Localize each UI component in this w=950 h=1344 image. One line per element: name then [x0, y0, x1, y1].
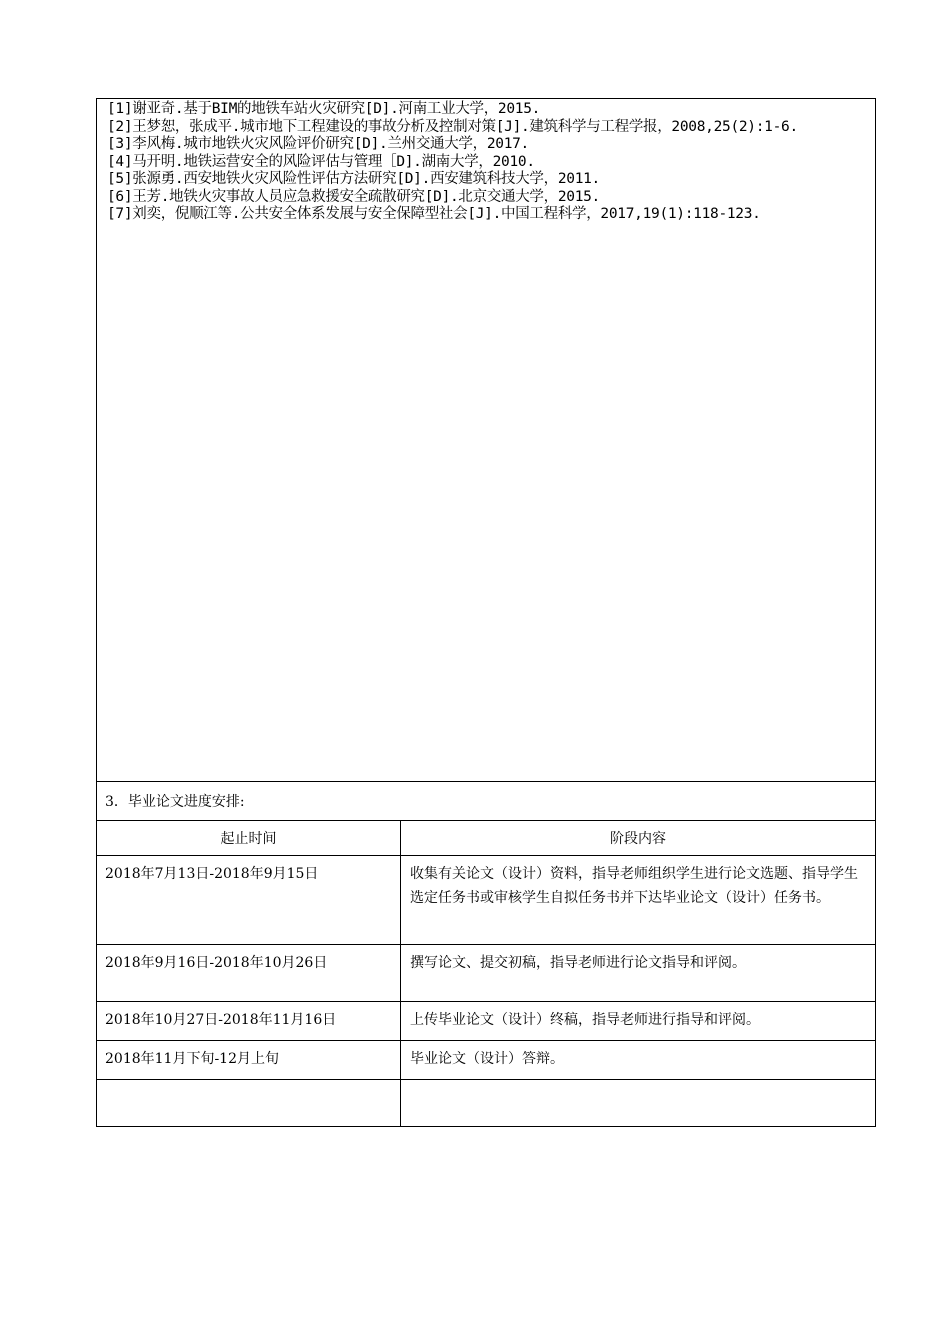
schedule-row — [97, 1041, 876, 1080]
task-form-table — [96, 98, 876, 1127]
schedule-row — [97, 1002, 876, 1041]
schedule-time: 2018年11月下旬-12月上旬 — [97, 1041, 401, 1080]
schedule-content: 毕业论文（设计）答辩。 — [401, 1041, 876, 1080]
reference-item-2: [2]王梦恕，张成平.城市地下工程建设的事故分析及控制对策[J].建筑科学与工程学报，2008,25(2):1-6. — [107, 118, 798, 135]
schedule-title-row — [97, 782, 876, 821]
schedule-time: 2018年9月16日-2018年10月26日 — [97, 945, 401, 1002]
reference-item-4: [4]马开明.地铁运营安全的风险评估与管理［D].湖南大学，2010. — [107, 153, 535, 170]
reference-item-5: [5]张源勇.西安地铁火灾风险性评估方法研究[D].西安建筑科技大学，2011. — [107, 171, 600, 187]
schedule-content: 撰写论文、提交初稿，指导老师进行论文指导和评阅。 — [401, 945, 876, 1002]
header-content: 阶段内容 — [401, 821, 876, 856]
schedule-time: 2018年7月13日-2018年9月15日 — [97, 856, 401, 945]
reference-item-7: [7]刘奕，倪顺江等.公共安全体系发展与安全保障型社会[J].中国工程科学，2017,19(1):118-123. — [107, 206, 761, 222]
schedule-content — [401, 1080, 876, 1127]
reference-item-3: [3]李风梅.城市地铁火灾风险评价研究[D].兰州交通大学，2017. — [107, 136, 529, 152]
schedule-row-empty — [97, 1080, 876, 1127]
schedule-time — [97, 1080, 401, 1127]
schedule-row — [97, 856, 876, 945]
schedule-content: 收集有关论文（设计）资料，指导老师组织学生进行论文选题、指导学生选定任务书或审核学生自拟任务书并下达毕业论文（设计）任务书。 — [401, 856, 876, 945]
schedule-time: 2018年10月27日-2018年11月16日 — [97, 1002, 401, 1041]
schedule-section-title: 3．毕业论文进度安排: — [97, 782, 876, 821]
references-row — [97, 99, 876, 782]
document-page — [96, 98, 875, 1127]
schedule-header-row — [97, 821, 876, 856]
schedule-row — [97, 945, 876, 1002]
schedule-content: 上传毕业论文（设计）终稿，指导老师进行指导和评阅。 — [401, 1002, 876, 1041]
header-time: 起止时间 — [97, 821, 401, 856]
references-cell — [97, 99, 876, 782]
reference-item-1: [1]谢亚奇.基于BIM的地铁车站火灾研究[D].河南工业大学，2015. — [107, 101, 541, 117]
reference-item-6: [6]王芳.地铁火灾事故人员应急救援安全疏散研究[D].北京交通大学，2015. — [107, 188, 600, 205]
